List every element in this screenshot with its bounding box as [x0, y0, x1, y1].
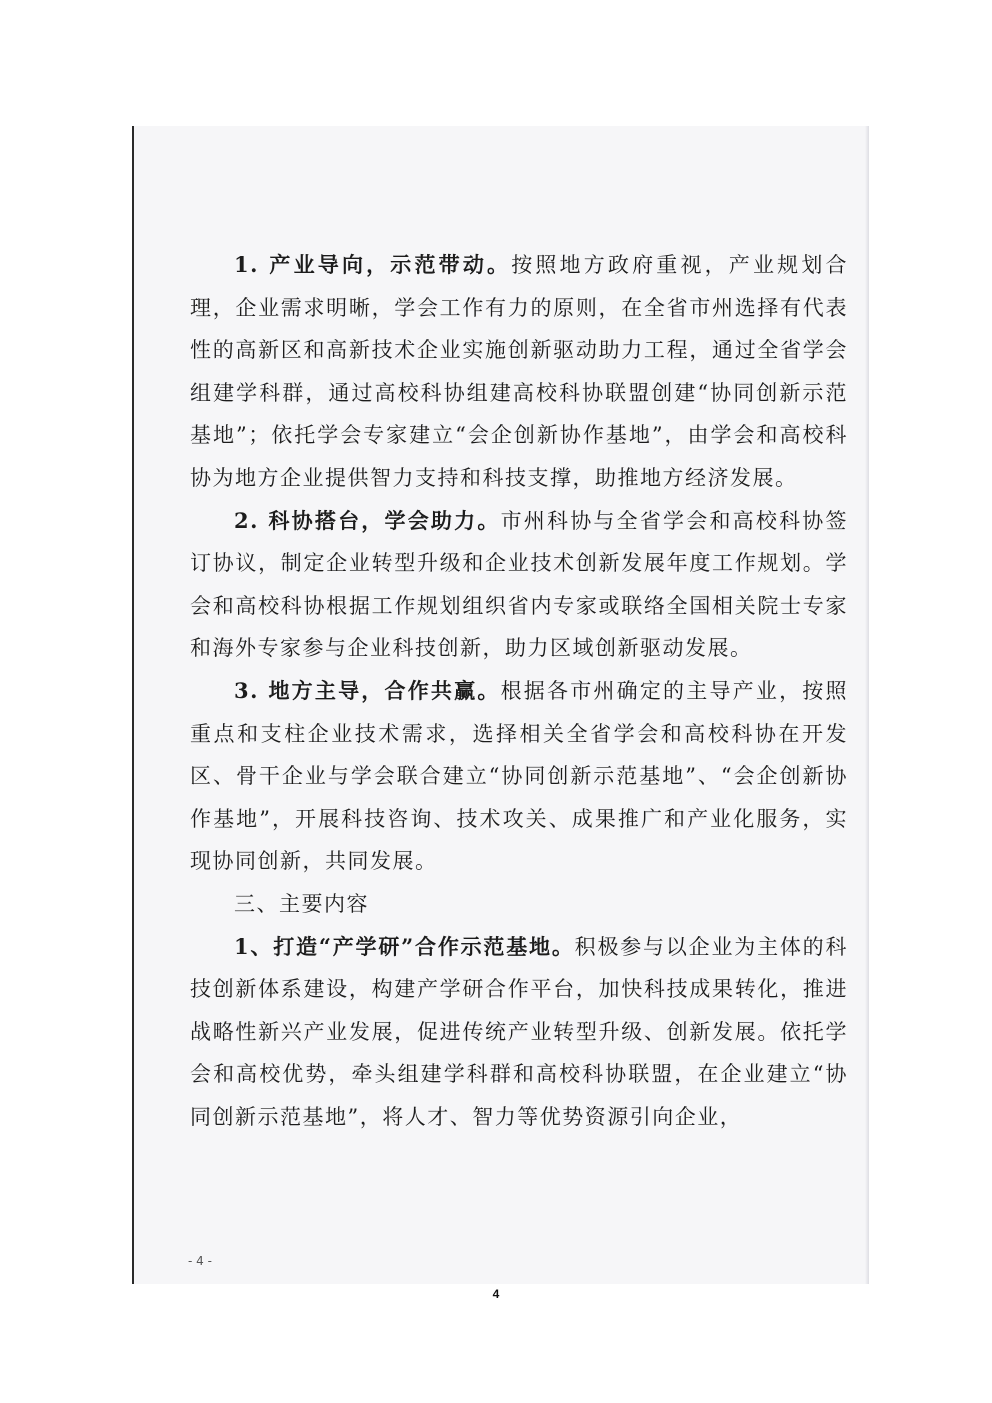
section-paragraph-1 [190, 926, 848, 1139]
section-heading: 三、主要内容 [234, 891, 369, 916]
paragraph-3 [190, 670, 848, 883]
outer-page-number: 4 [492, 1287, 500, 1301]
paragraph-text: 积极参与以企业为主体的科技创新体系建设，构建产学研合作平台，加快科技成果转化，推进战略性新兴产业发展，促进传统产业转型升级、创新发展。依托学会和高校优势，牵头组建学科群和高校科协联盟，在企业建立“协同创新示范基地”，将人才、智力等优势资源引向企业， [190, 934, 848, 1129]
paragraph-lead: 2. 科协搭台，学会助力。 [234, 507, 501, 533]
paragraph-lead: 1. 产业导向，示范带动。 [234, 252, 512, 277]
paragraph-text: 市州科协与全省学会和高校科协签订协议，制定企业转型升级和企业技术创新发展年度工作规划。学会和高校科协根据工作规划组织省内专家或联络全国相关院士专家和海外专家参与企业科技创新，助力区域创新驱动发展。 [190, 508, 849, 661]
scanned-page [132, 126, 869, 1284]
paragraph-text: 按照地方政府重视，产业规划合理，企业需求明晰，学会工作有力的原则，在全省市州选择有代表性的高新区和高新技术企业实施创新驱动助力工程，通过全省学会组建学科群，通过高校科协组建高校科协联盟创建“协同创新示范基地”；依托学会专家建立“会企创新协作基地”，由学会和高校科协为地方企业提供智力支持和科技支撑，助推地方经济发展。 [190, 253, 849, 490]
paragraph-1 [190, 244, 848, 500]
paragraph-text: 根据各市州确定的主导产业，按照重点和支柱企业技术需求，选择相关全省学会和高校科协在开发区、骨干企业与学会联合建立“协同创新示范基地”、“会企创新协作基地”，开展科技咨询、技术攻关、成果推广和产业化服务，实现协同创新，共同发展。 [190, 678, 849, 874]
paragraph-lead: 3. 地方主导，合作共赢。 [234, 677, 501, 703]
page-edge-shadow [865, 126, 869, 1284]
paragraph-lead: 1、打造“产学研”合作示范基地。 [234, 933, 575, 959]
paragraph-2 [190, 500, 848, 670]
document-body [190, 244, 848, 1138]
inner-page-number: - 4 - [188, 1254, 212, 1268]
